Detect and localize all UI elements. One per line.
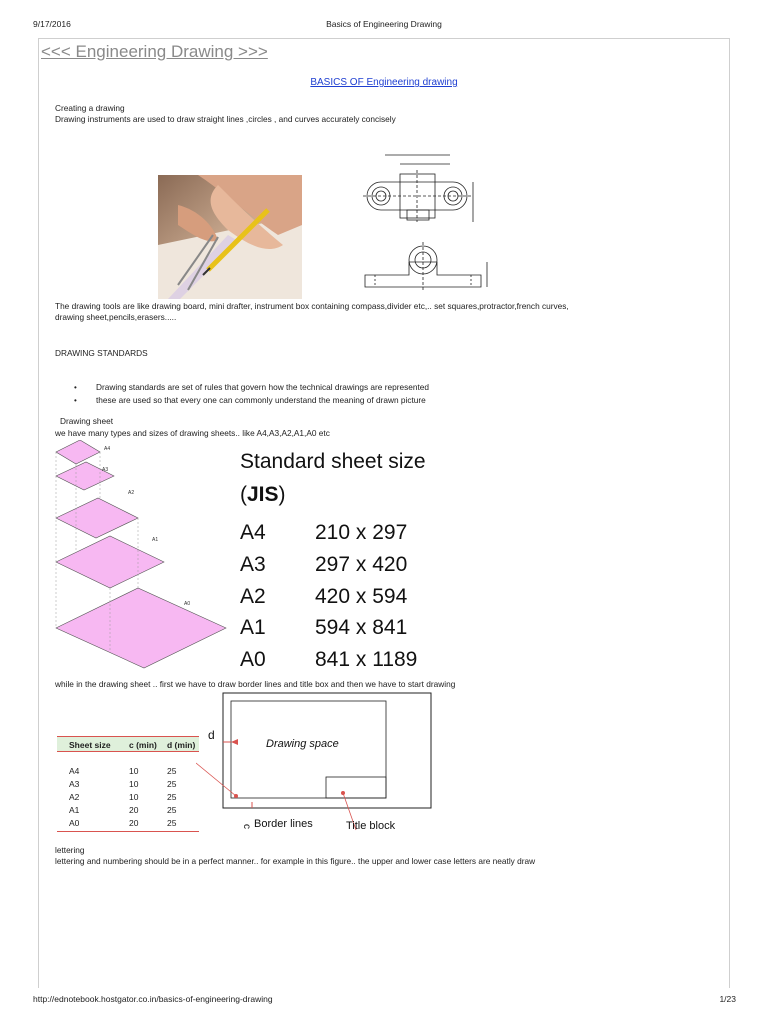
standards-bullet: • these are used so that every one can commonly understand the meaning of drawn picture <box>74 394 429 407</box>
title-block-label: Title block <box>346 820 396 832</box>
print-header <box>0 19 768 31</box>
border-text: while in the drawing sheet .. first we have to draw border lines and title box and then we have to start drawing <box>55 679 456 689</box>
print-date: 9/17/2016 <box>33 19 71 29</box>
drawing-tools-text: The drawing tools are like drawing board, mini drafter, instrument box containing compass,divider etc,.. set squares,protractor,french curves, <box>55 301 569 311</box>
lettering-heading: lettering <box>55 845 85 855</box>
standards-list <box>74 381 429 407</box>
border-d-label: d <box>208 728 215 742</box>
table-row: A4 10 25 <box>69 766 177 776</box>
sheet-label-a4: A4 <box>104 446 111 452</box>
standards-bullet: • Drawing standards are set of rules that govern how the technical drawings are represented <box>74 381 429 394</box>
sheet-label-a2: A2 <box>128 490 135 496</box>
border-size-table <box>57 736 199 832</box>
footer-url: http://ednotebook.hostgator.co.in/basics-of-engineering-drawing <box>33 994 273 1004</box>
table-row: A2 10 25 <box>69 792 177 802</box>
creating-text: Drawing instruments are used to draw straight lines ,circles , and curves accurately concisely <box>55 114 396 124</box>
footer-page-number: 1/23 <box>719 994 736 1004</box>
sheet-label-a3: A3 <box>102 467 109 473</box>
sheet-label-a1: A1 <box>152 537 159 543</box>
table-row: A0 20 25 <box>69 818 177 828</box>
standard-sheet-size-title: Standard sheet size <box>240 450 426 473</box>
page-title-link[interactable]: BASICS OF Engineering drawing <box>310 77 458 88</box>
sheet-label-a0: A0 <box>184 601 191 607</box>
table-header: Sheet size c (min) d (min) <box>57 736 199 752</box>
drawing-sheet-text: we have many types and sizes of drawing sheets.. like A4,A3,A2,A1,A0 etc <box>55 428 330 438</box>
creating-heading: Creating a drawing <box>55 103 125 113</box>
table-row: A1 20 25 <box>69 805 177 815</box>
standard-sheet-size-subtitle: (JIS) <box>240 483 286 506</box>
border-layout-diagram <box>196 690 436 840</box>
print-title: Basics of Engineering Drawing <box>326 19 442 29</box>
standards-heading: DRAWING STANDARDS <box>55 348 148 358</box>
sheet-sizes-illustration <box>52 440 232 682</box>
drawing-space-label: Drawing space <box>266 738 339 750</box>
site-title-link[interactable]: <<< Engineering Drawing >>> <box>41 42 268 61</box>
drawing-sheet-heading: Drawing sheet <box>60 416 114 426</box>
mechanical-part-drawing <box>355 150 495 292</box>
border-c-label: c <box>241 824 252 829</box>
border-lines-label: Border lines <box>254 818 313 830</box>
table-row: A3 10 25 <box>69 779 177 789</box>
lettering-text: lettering and numbering should be in a perfect manner.. for example in this figure.. the upper and lower case letters are neatly draw <box>55 856 536 866</box>
drawing-hands-photo <box>158 175 302 299</box>
drawing-tools-text-2: drawing sheet,pencils,erasers..... <box>55 312 177 322</box>
